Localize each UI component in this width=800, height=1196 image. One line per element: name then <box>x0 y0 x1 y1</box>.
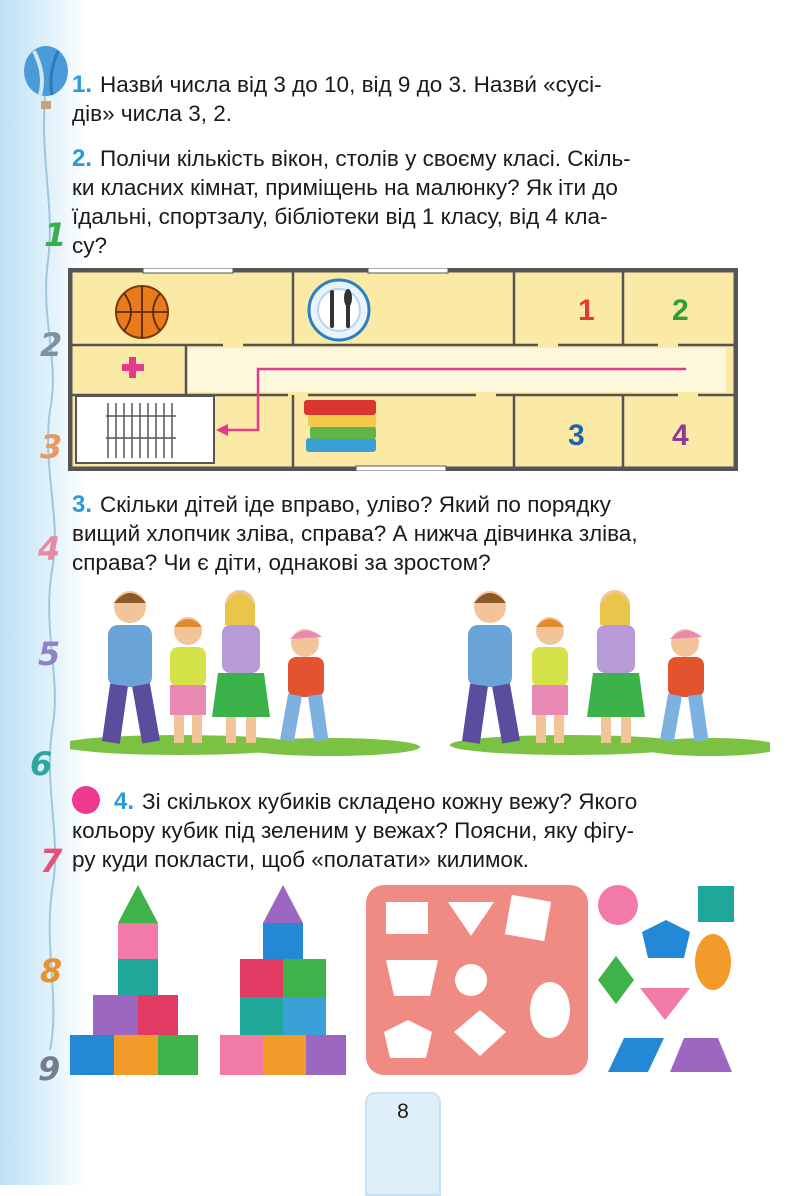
margin-number-1: 1 <box>44 216 67 254</box>
loose-shapes <box>598 885 734 1072</box>
task-1 <box>72 70 738 128</box>
margin-number-6: 6 <box>30 745 53 783</box>
task-2 <box>72 144 738 260</box>
boy-cap-figure <box>280 629 328 742</box>
task-number: 2. <box>72 145 93 172</box>
room-1-label: 1 <box>578 294 595 327</box>
towers-and-carpet-illustration <box>68 880 738 1080</box>
boy-tall-figure <box>102 591 160 744</box>
basketball-icon <box>116 286 168 338</box>
margin-number-2: 2 <box>40 326 63 364</box>
block-tower-2 <box>220 885 346 1075</box>
room-4-label: 4 <box>672 419 689 452</box>
page-number-tab <box>365 1092 441 1196</box>
girl-tall-figure <box>212 590 270 743</box>
patchwork-carpet <box>366 885 588 1075</box>
task-number: 3. <box>72 491 93 518</box>
page-number: 8 <box>397 1100 409 1123</box>
margin-number-8: 8 <box>40 952 63 990</box>
margin-number-3: 3 <box>40 428 63 466</box>
margin-number-4: 4 <box>38 530 61 568</box>
task-number: 1. <box>72 71 93 98</box>
room-3-label: 3 <box>568 419 585 452</box>
pink-dot-marker <box>72 786 100 814</box>
dining-plate-icon <box>309 280 369 340</box>
walking-children-illustration <box>70 585 770 765</box>
girl-tall-figure <box>587 590 645 743</box>
room-2-label: 2 <box>672 294 689 327</box>
margin-number-9: 9 <box>38 1050 61 1088</box>
task-text: Зі скількох кубиків складено кожну вежу? Якого кольору кубик під зеленим у вежах? Поясни, яку фігу- ру куди покласти, щоб «полатати» килимок. <box>72 789 638 872</box>
balloon-icon <box>18 45 74 115</box>
task-3 <box>72 490 738 577</box>
books-icon <box>304 400 376 452</box>
girl-pigtails-figure <box>170 617 206 743</box>
task-text: Скільки дітей іде вправо, уліво? Який по порядку вищий хлопчик зліва, справа? А нижча дівчинка зліва, справа? Чи є діти, однакові за зростом? <box>72 492 638 575</box>
margin-number-7: 7 <box>40 842 63 880</box>
task-number: 4. <box>114 788 135 815</box>
margin-number-5: 5 <box>38 635 61 673</box>
task-4 <box>72 786 738 874</box>
task-text: Назви́ числа від 3 до 10, від 9 до 3. Назви́ «сусі- дів» числа 3, 2. <box>72 72 602 126</box>
boy-tall-figure <box>462 591 520 744</box>
school-floor-plan <box>68 268 738 471</box>
girl-pigtails-figure <box>532 617 568 743</box>
block-tower-1 <box>70 885 198 1075</box>
task-text: Полічи кількість вікон, столів у своєму класі. Скіль- ки класних кімнат, приміщень на малюнку? Як іти до їдальні, спортзалу, бібліотеки від 1 класу, від 4 кла- су? <box>72 146 631 258</box>
boy-cap-figure <box>660 629 708 742</box>
